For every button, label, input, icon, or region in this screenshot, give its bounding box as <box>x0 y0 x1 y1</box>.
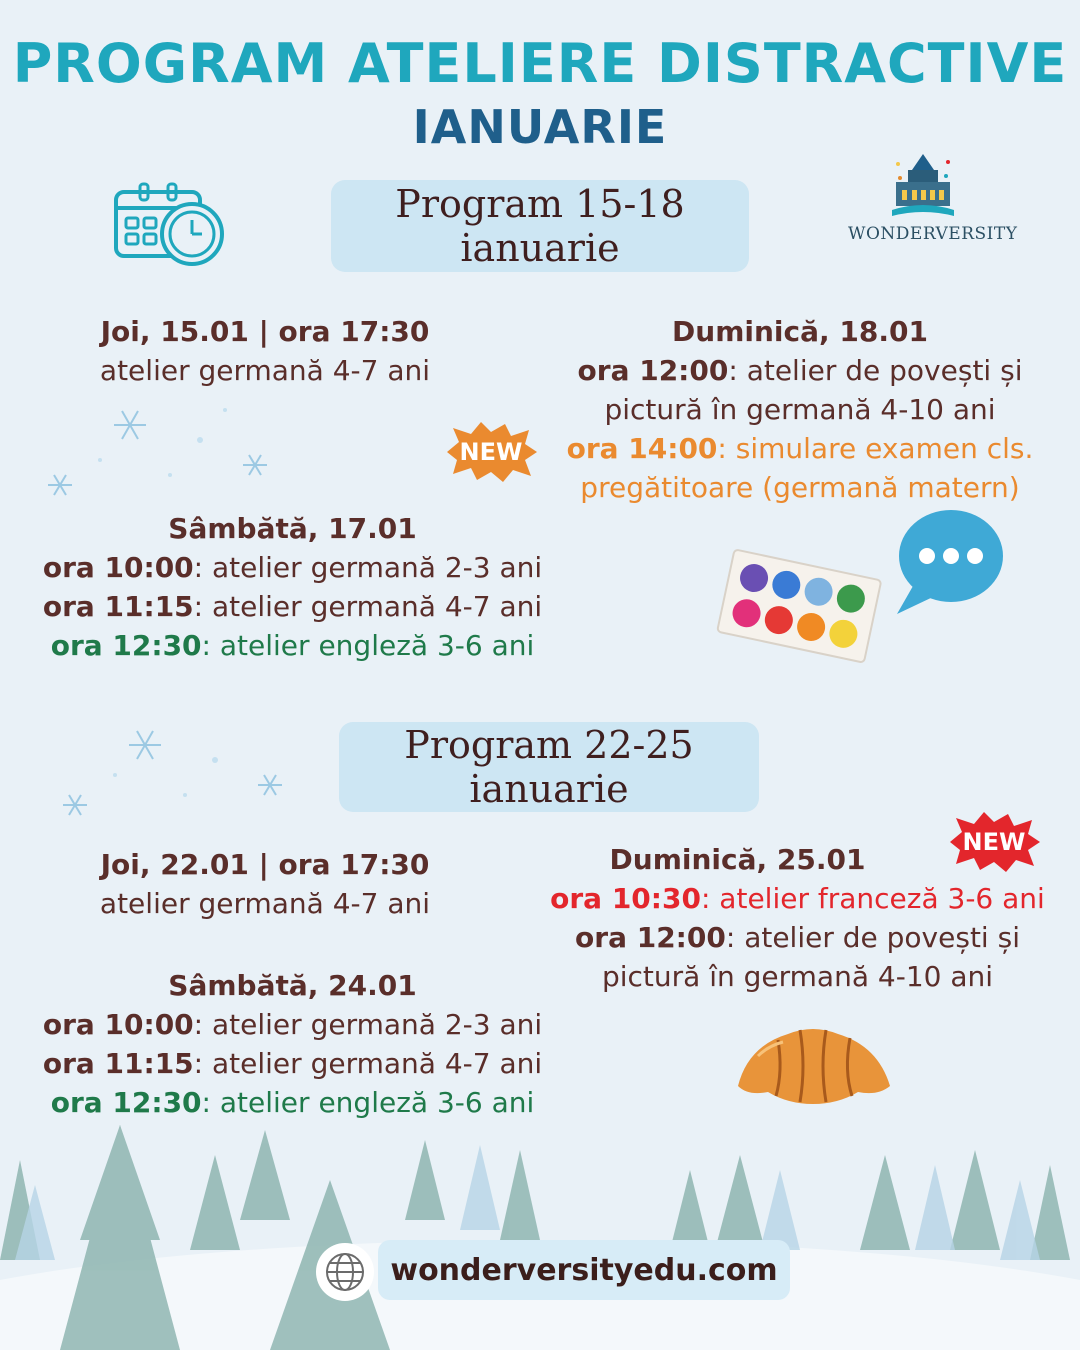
page-title: PROGRAM ATELIERE DISTRACTIVE <box>12 32 1068 95</box>
week1-saturday <box>10 509 575 665</box>
week1-saturday-day: Sâmbătă, 17.01 <box>168 512 417 545</box>
pine-forest-background <box>0 1100 1080 1350</box>
week2-saturday-row: ora 11:15: atelier germană 4-7 ani <box>42 1047 543 1080</box>
week2-thursday-activity: atelier germană 4-7 ani <box>99 887 431 920</box>
week2-saturday-row: ora 12:30: atelier engleză 3-6 ani <box>50 1086 535 1119</box>
week2-saturday-row: ora 10:00: atelier germană 2-3 ani <box>42 1008 543 1041</box>
globe-icon-wrapper <box>316 1243 374 1301</box>
page-subtitle: IANUARIE <box>412 100 668 154</box>
new-burst-icon <box>443 422 539 482</box>
week2-thursday-day: Joi, 22.01 | ora 17:30 <box>100 848 430 881</box>
week2-heading: Program 22-25 ianuarie <box>339 722 759 812</box>
new-badge-text: NEW <box>962 828 1026 856</box>
week1-thursday <box>40 312 490 390</box>
week1-thursday-day: Joi, 15.01 | ora 17:30 <box>100 315 430 348</box>
website-link[interactable]: wonderversityedu.com <box>378 1240 790 1300</box>
week1-thursday-activity: atelier germană 4-7 ani <box>99 354 431 387</box>
new-badge-text: NEW <box>459 438 523 466</box>
new-burst-icon <box>946 812 1042 872</box>
week2-sunday-row: ora 10:30: atelier franceză 3-6 ani <box>550 882 1045 915</box>
week2-saturday-day: Sâmbătă, 24.01 <box>168 969 417 1002</box>
croissant-icon <box>728 1016 898 1108</box>
globe-icon <box>324 1251 366 1293</box>
week1-heading: Program 15-18 ianuarie <box>331 180 749 272</box>
week1-sunday-row: ora 14:00: simulare examen cls. <box>566 432 1034 465</box>
brand-logo-text: WONDERVERSITY <box>848 224 1018 244</box>
calendar-clock-icon <box>112 182 230 270</box>
week1-saturday-row: ora 10:00: atelier germană 2-3 ani <box>42 551 543 584</box>
week2-sunday-day: Duminică, 25.01 <box>609 843 866 876</box>
paint-palette-icon <box>714 546 884 668</box>
week2-sunday-row-cont: pictură în germană 4-10 ani <box>601 960 994 993</box>
snowflake-icon <box>55 715 295 825</box>
week1-sunday-day: Duminică, 18.01 <box>672 315 928 348</box>
week1-saturday-row: ora 12:30: atelier engleză 3-6 ani <box>50 629 535 662</box>
week2-thursday <box>40 845 490 923</box>
week1-sunday <box>540 312 1060 507</box>
week1-sunday-row: ora 12:00: atelier de povești și <box>577 354 1023 387</box>
castle-logo-icon <box>888 152 958 224</box>
week1-saturday-row: ora 11:15: atelier germană 4-7 ani <box>42 590 543 623</box>
week1-sunday-row-cont: pictură în germană 4-10 ani <box>604 393 996 426</box>
week1-sunday-row-cont: pregătitoare (germană matern) <box>580 471 1020 504</box>
snowflake-icon <box>40 390 280 510</box>
week2-sunday-row: ora 12:00: atelier de povești și <box>575 921 1020 954</box>
speech-bubble-icon <box>893 508 1005 616</box>
week2-saturday <box>10 966 575 1122</box>
